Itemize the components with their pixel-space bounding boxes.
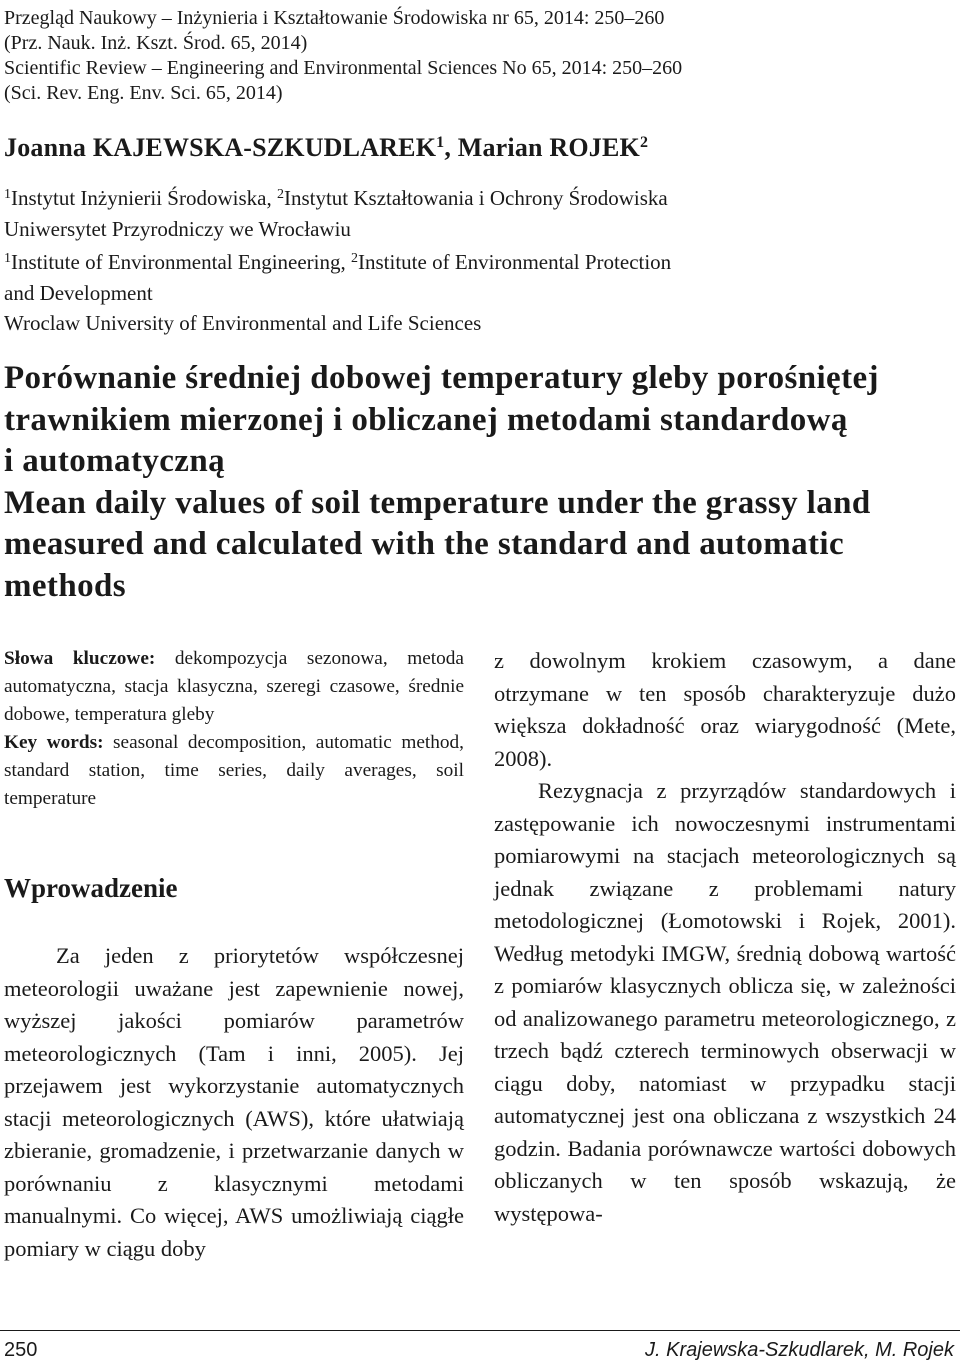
title-line-polish: trawnikiem mierzonej i obliczanej metodami standardową [4, 401, 848, 438]
university-name: Uniwersytet Przyrodniczy we Wrocławiu [4, 216, 351, 241]
journal-header [4, 6, 682, 106]
section-heading: Wprowadzenie [4, 873, 178, 903]
keywords-block [4, 645, 464, 813]
university-name: Wroclaw University of Environmental and Life Sciences [4, 311, 482, 335]
institute-name: Institute of Environmental Protection [358, 250, 672, 274]
author-name: Joanna KAJEWSKA-SZKUDLAREK [4, 133, 437, 162]
journal-header-line: Przegląd Naukowy – Inżynieria i Kształtowanie Środowiska nr 65, 2014: 250–260 [4, 7, 665, 29]
keywords-polish: dekompozycja sezonowa, metoda automatyczna, stacja klasyczna, szeregi czasowe, średnie dobowe, temperatura gleby [4, 648, 464, 725]
keywords-english: seasonal decomposition, automatic method, standard station, time series, daily averages, soil temperature [4, 732, 464, 809]
affiliation-marker: 2 [639, 134, 649, 151]
affiliation-line [4, 180, 671, 214]
institute-name: Institute of Environmental Engineering, [11, 250, 351, 274]
paper-title [4, 358, 954, 607]
journal-header-line: Scientific Review – Engineering and Environmental Sciences No 65, 2014: 250–260 [4, 57, 683, 79]
running-author: J. Krajewska-Szkudlarek, M. Rojek [645, 1339, 954, 1361]
institute-name: Instytut Kształtowania i Ochrony Środowiska [283, 186, 668, 210]
affiliation-line [4, 244, 671, 278]
footer-rule [0, 1330, 960, 1331]
institute-name: Instytut Inżynierii Środowiska, [11, 186, 277, 210]
affiliation-marker: 2 [351, 251, 358, 266]
affiliation-marker: 1 [436, 134, 445, 151]
title-line-english: Mean daily values of soil temperature under the grassy land [4, 484, 871, 521]
title-line-polish: i automatyczną [4, 443, 225, 479]
title-line-polish: Porównanie średniej dobowej temperatury gleby porośniętej [4, 360, 879, 396]
keywords-label-polish: Słowa kluczowe: [4, 648, 156, 669]
author-list [4, 133, 648, 163]
journal-header-line: (Prz. Nauk. Inż. Kszt. Środ. 65, 2014) [4, 32, 308, 54]
title-line-english: methods [4, 567, 126, 604]
page-number: 250 [4, 1339, 38, 1361]
body-paragraph: Rezygnacja z przyrządów standardowych i zastępowanie ich nowoczesnymi instrumentami pomiarowymi na stacjach meteorologicznych są jednak związane z problemami natury metodologicznej (Łomotowski i Rojek, 2001). Według metodyki IMGW, średnią dobową wartość z pomiarów klasycznych oblicza się, w zależności od analizowanego parametru meteorologicznego, z trzech bądź czterech terminowych obserwacji w ciągu doby, natomiast w przypadku stacji automatycznej jest ona obliczana z wszystkich 24 godzin. Badania porównawcze wartości dobowych obliczanych w ten sposób wskazują, że występowa- [494, 778, 956, 1226]
right-column [494, 645, 956, 1230]
author-name: Marian ROJEK [457, 133, 640, 162]
affiliation-marker: 2 [276, 187, 284, 202]
keywords-label-english: Key words: [4, 732, 104, 753]
body-paragraph: z dowolnym krokiem czasowym, a dane otrzymane w ten sposób charakteryzuje dużo większa dokładność oraz wiarygodność (Mete, 2008). [494, 648, 956, 771]
title-line-english: measured and calculated with the standard and automatic [4, 526, 845, 562]
journal-header-line: (Sci. Rev. Eng. Env. Sci. 65, 2014) [4, 82, 283, 104]
affiliations [4, 180, 671, 339]
institute-name-continuation: and Development [4, 280, 153, 305]
author-separator: , [444, 133, 458, 162]
left-column [4, 645, 464, 813]
affiliation-marker: 1 [4, 187, 11, 202]
affiliation-marker: 1 [4, 251, 11, 266]
intro-paragraph: Za jeden z priorytetów współczesnej meteorologii uważane jest zapewnienie nowej, wyższej jakości pomiarów parametrów meteorologicznych (Tam i inni, 2005). Jej przejawem jest wykorzystanie automatycznych stacji meteorologicznych (AWS), które ułatwiają zbieranie, gromadzenie, i przetwarzanie danych w porównaniu z klasycznymi metodami manualnymi. Co więcej, AWS umożliwiają ciągłe pomiary w ciągu doby [4, 943, 464, 1261]
